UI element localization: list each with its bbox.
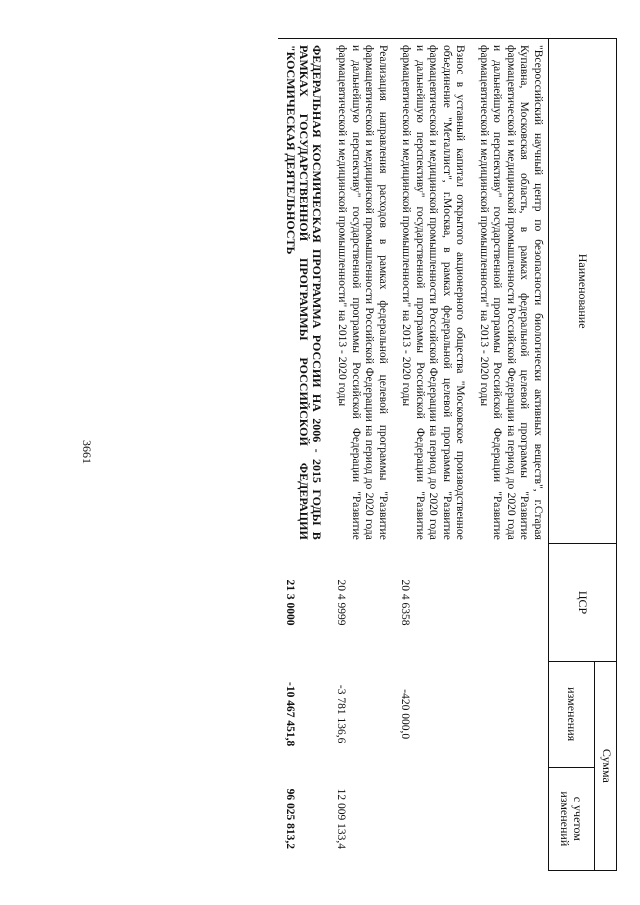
row-csr: 20 4 9999 xyxy=(335,579,347,626)
header-changes: изменения xyxy=(549,661,595,767)
row-csr: 21 3 0000 xyxy=(284,579,296,626)
row-changes: -3 781 136,6 xyxy=(335,684,347,744)
row-csr xyxy=(471,544,549,661)
header-csr: ЦСР xyxy=(549,544,617,661)
page-number: 3661 xyxy=(80,440,94,464)
row-name: ФЕДЕРАЛЬНАЯ КОСМИЧЕСКАЯ ПРОГРАММА РОССИИ НА 2006 - 2015 ГОДЫ В РАМКАХ ГОСУДАРСТВЕННОЙ ПРОГРАММЫ РОССИЙСКОЙ ФЕДЕРАЦИИ "КОСМИЧЕСКАЯ ДЕЯТЕЛЬНОСТЬ xyxy=(278,39,329,544)
budget-table-sheet xyxy=(97,38,617,871)
table-row-total xyxy=(278,39,329,871)
row-changes: -10 467 451,8 xyxy=(284,682,296,747)
row-name: Взнос в уставный капитал открытого акционерного общества "Московское производственное объединение "Металлист", г.Москва, в рамках федеральной целевой программы "Развитие фармацевтической и медицинской промышленности Российской Федерации на период до 2020 года и дальнейшую перспективу" государственной программы Российской Федерации "Развитие фармацевтической и медицинской промышленности" на 2013 - 2020 годы xyxy=(393,39,471,544)
table-row xyxy=(329,39,393,871)
row-changes: -420 000,0 xyxy=(399,689,411,740)
row-total: 12 009 133,4 xyxy=(335,788,347,849)
row-total: 96 025 813,2 xyxy=(284,788,296,849)
row-total xyxy=(393,767,471,870)
table-row xyxy=(471,39,549,871)
budget-table xyxy=(278,38,617,871)
row-name: "Всероссийский научный центр по безопасности биологически активных веществ", г.Старая Купавна, Московская область, в рамках федеральной целевой программы "Развитие фармацевтической и медицинской промышленности Российской Федерации на период до 2020 года и дальнейшую перспективу" государственной программы Российской Федерации "Развитие фармацевтической и медицинской промышленности" на 2013 - 2020 годы xyxy=(471,39,549,544)
row-name: Реализация направления расходов в рамках федеральной целевой программы "Развитие фармацевтической и медицинской промышленности Российской Федерации на период до 2020 года и дальнейшую перспективу" государственной программы Российской Федерации "Развитие фармацевтической и медицинской промышленности" на 2013 - 2020 годы xyxy=(329,39,393,544)
row-csr: 20 4 6358 xyxy=(399,579,411,626)
table-row xyxy=(393,39,471,871)
header-with-changes: с учетом изменений xyxy=(549,767,595,870)
header-sum: Сумма xyxy=(595,661,617,870)
table-header xyxy=(549,39,617,871)
header-name: Наименование xyxy=(549,39,617,544)
row-changes xyxy=(471,661,549,767)
row-total xyxy=(471,767,549,870)
